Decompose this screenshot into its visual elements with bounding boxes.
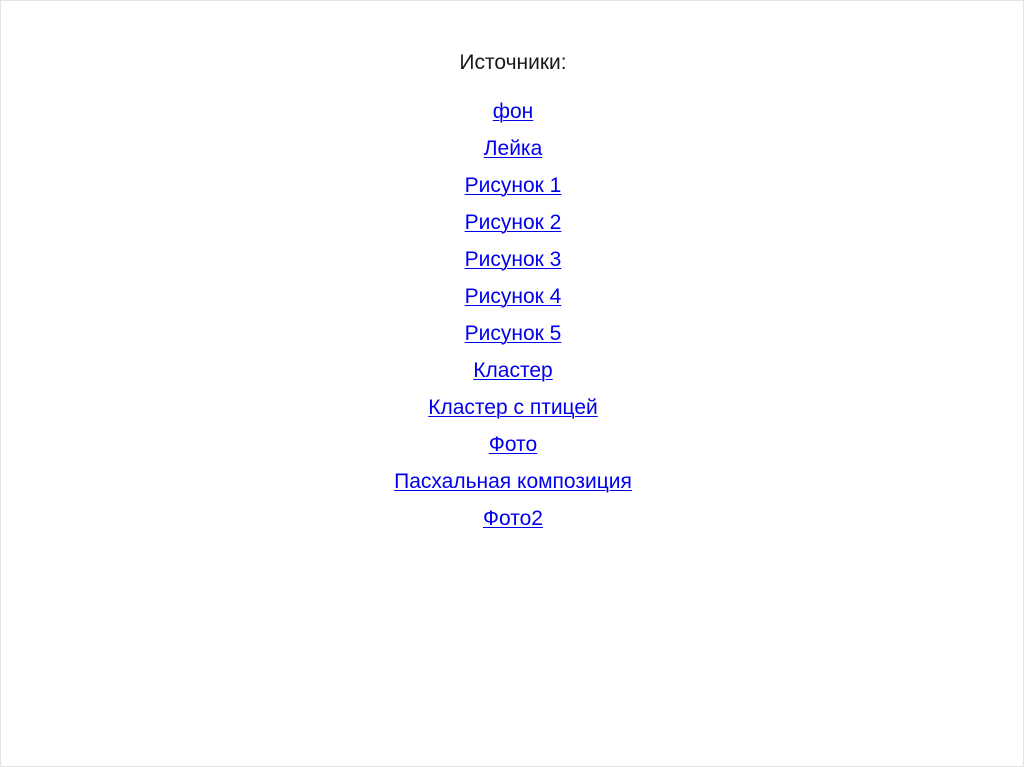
link-klaster[interactable]: Кластер (473, 359, 553, 382)
sources-link-list (1, 97, 1024, 541)
link-foto[interactable]: Фото (488, 433, 538, 456)
link-fon[interactable]: фон (492, 100, 534, 123)
list-item (1, 282, 1024, 319)
link-risunok-2[interactable]: Рисунок 2 (464, 211, 562, 234)
list-item (1, 393, 1024, 430)
list-item (1, 245, 1024, 282)
sources-section (1, 45, 1024, 541)
list-item (1, 97, 1024, 134)
list-item (1, 319, 1024, 356)
list-item (1, 208, 1024, 245)
list-item (1, 171, 1024, 208)
link-leika[interactable]: Лейка (483, 137, 543, 160)
list-item (1, 134, 1024, 171)
list-item (1, 504, 1024, 541)
link-risunok-4[interactable]: Рисунок 4 (464, 285, 562, 308)
list-item (1, 467, 1024, 504)
link-klaster-s-ptitsei[interactable]: Кластер с птицей (428, 396, 598, 419)
link-risunok-5[interactable]: Рисунок 5 (464, 322, 562, 345)
list-item (1, 356, 1024, 393)
list-item (1, 430, 1024, 467)
link-foto2[interactable]: Фото2 (483, 507, 543, 530)
link-paskhalnaya-kompozitsiya[interactable]: Пасхальная композиция (394, 470, 632, 493)
sources-heading: Источники: (459, 51, 567, 74)
link-risunok-1[interactable]: Рисунок 1 (464, 174, 562, 197)
link-risunok-3[interactable]: Рисунок 3 (464, 248, 562, 271)
